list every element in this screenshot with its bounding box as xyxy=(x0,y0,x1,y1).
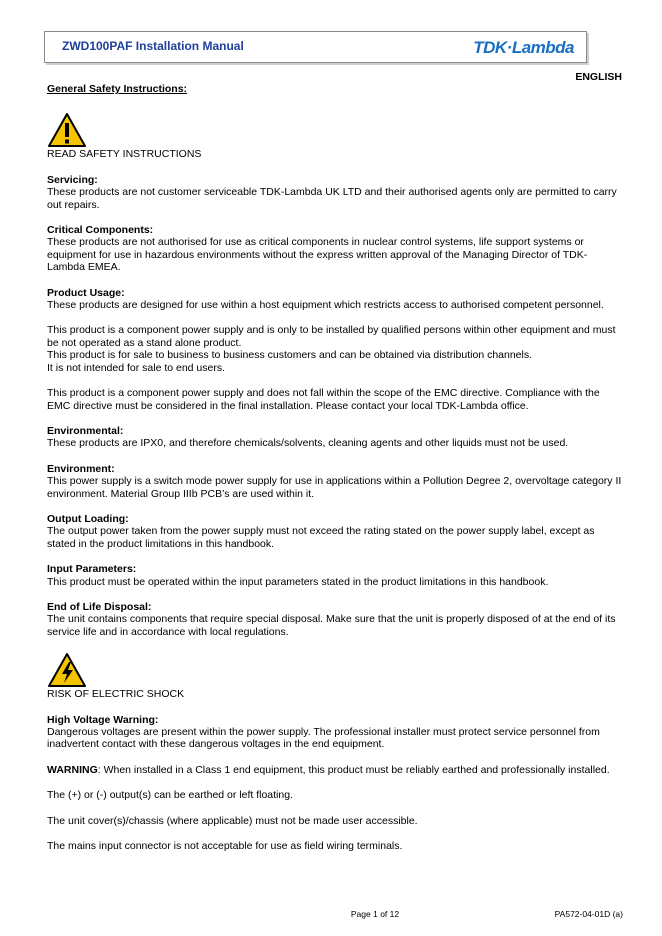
product-usage-title: Product Usage: xyxy=(47,286,125,299)
warning-triangle-exclamation-icon xyxy=(47,112,87,148)
high-voltage-section xyxy=(47,714,624,751)
environmental-section xyxy=(47,425,624,450)
servicing-title: Servicing: xyxy=(47,173,98,186)
usage-line-1: This product is a component power supply and is only to be installed by qualified persons within other equipment and must be not operated as a stand alone product. xyxy=(47,324,616,349)
input-parameters-section xyxy=(47,563,624,588)
document-body xyxy=(47,83,624,865)
electric-shock-caption: RISK OF ELECTRIC SHOCK xyxy=(47,688,185,701)
end-of-life-text: The unit contains components that require special disposal. Make sure that the unit is properly disposed of at the end of its service life and in accordance with local regulations. xyxy=(47,613,616,638)
environmental-title: Environmental: xyxy=(47,424,124,437)
high-voltage-title: High Voltage Warning: xyxy=(47,713,159,726)
critical-components-text: These products are not authorised for use as critical components in nuclear control systems, life support systems or equipment for use in hazardous environments without the express written approval of the Managing Director of TDK-Lambda EMEA. xyxy=(47,236,588,274)
warning-paragraph xyxy=(47,764,624,776)
document-reference: PA572-04-01D (a) xyxy=(554,909,623,919)
critical-components-section xyxy=(47,224,624,274)
document-header xyxy=(44,31,587,63)
warning-text: : When installed in a Class 1 end equipment, this product must be reliably earthed and professionally installed. xyxy=(97,763,610,776)
cover-paragraph: The unit cover(s)/chassis (where applicable) must not be made user accessible. xyxy=(47,814,418,827)
output-earth-paragraph: The (+) or (-) output(s) can be earthed or left floating. xyxy=(47,789,293,802)
mains-paragraph: The mains input connector is not acceptable for use as field wiring terminals. xyxy=(47,840,403,853)
end-of-life-title: End of Life Disposal: xyxy=(47,600,152,613)
emc-paragraph: This product is a component power supply and does not fall within the scope of the EMC directive. Compliance with the EMC directive must be considered in the final installation. Please contact your local TDK-Lambda office. xyxy=(47,387,600,412)
brand-logo: TDK·Lambda xyxy=(473,38,574,57)
manual-title: ZWD100PAF Installation Manual xyxy=(62,39,244,53)
warning-label: WARNING xyxy=(47,763,98,776)
output-loading-section xyxy=(47,513,624,550)
input-parameters-title: Input Parameters: xyxy=(47,563,137,576)
usage-line-3: It is not intended for sale to end users. xyxy=(47,361,226,374)
critical-components-title: Critical Components: xyxy=(47,224,154,237)
output-loading-text: The output power taken from the power supply must not exceed the rating stated on the power supply label, except as stated in the product limitations in this handbook. xyxy=(47,525,595,550)
end-of-life-section xyxy=(47,601,624,638)
output-loading-title: Output Loading: xyxy=(47,512,129,525)
input-parameters-text: This product must be operated within the input parameters stated in the product limitations in this handbook. xyxy=(47,575,549,588)
high-voltage-text: Dangerous voltages are present within the power supply. The professional installer must protect service personnel from inadvertent contact with these dangerous voltages in the end equipment. xyxy=(47,726,600,751)
language-label: ENGLISH xyxy=(575,71,622,83)
component-usage-paragraph xyxy=(47,324,624,374)
general-safety-heading: General Safety Instructions: xyxy=(47,83,188,95)
product-usage-section xyxy=(47,287,624,312)
environment-section xyxy=(47,463,624,500)
page-number: Page 1 of 12 xyxy=(350,909,400,919)
read-safety-caption: READ SAFETY INSTRUCTIONS xyxy=(47,148,202,161)
environment-text: This power supply is a switch mode power supply for use in applications within a Pollution Degree 2, overvoltage category II environment. Material Group IIIb PCB’s are used within it. xyxy=(47,475,622,500)
usage-line-2: This product is for sale to business to business customers and can be obtained via distribution channels. xyxy=(47,349,533,362)
servicing-text: These products are not customer serviceable TDK-Lambda UK LTD and their authorised agents only are permitted to carry out repairs. xyxy=(47,186,617,211)
environmental-text: These products are IPX0, and therefore chemicals/solvents, cleaning agents and other liquids must not be used. xyxy=(47,437,569,450)
warning-triangle-lightning-icon xyxy=(47,652,87,688)
product-usage-text: These products are designed for use within a host equipment which restricts access to authorised competent personnel. xyxy=(47,299,604,312)
servicing-section xyxy=(47,174,624,211)
environment-title: Environment: xyxy=(47,462,115,475)
